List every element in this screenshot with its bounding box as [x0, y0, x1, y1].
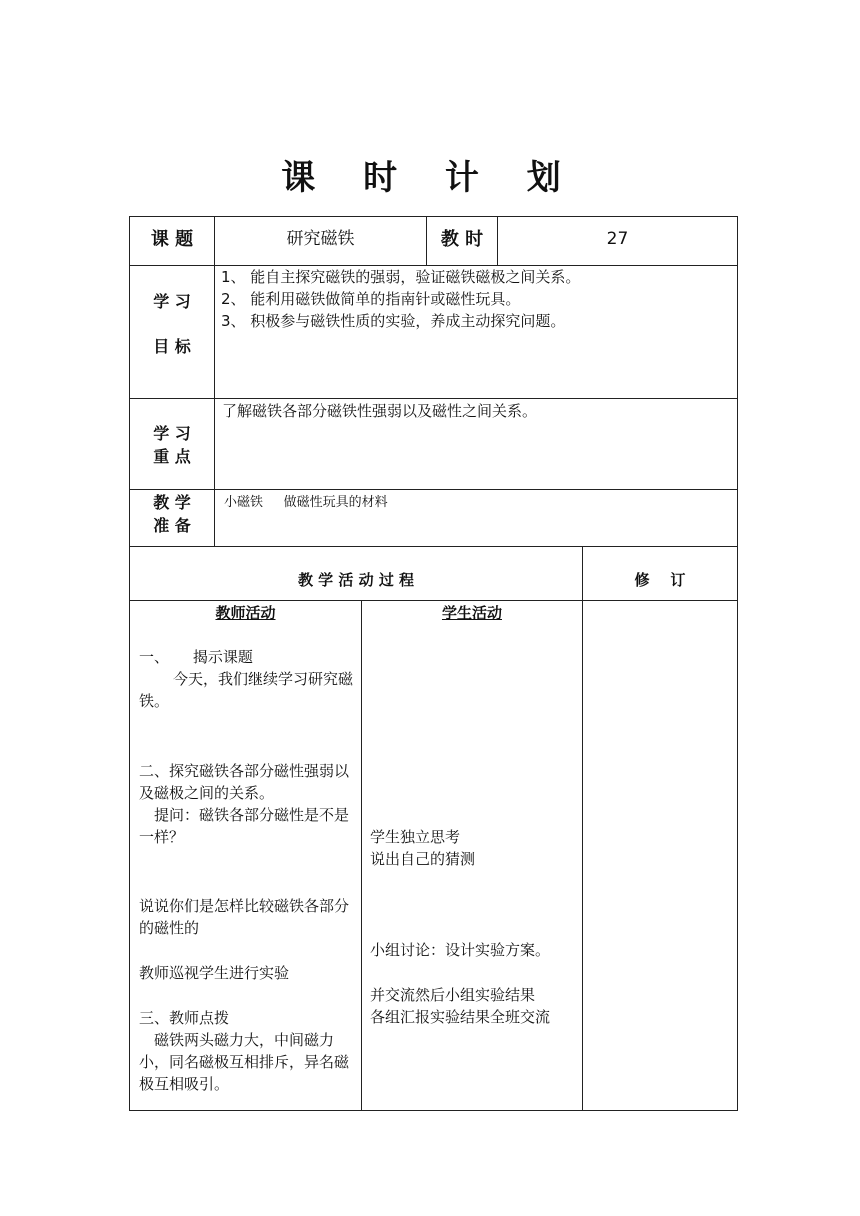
- objective-item: 1、 能自主探究磁铁的强弱，验证磁铁磁极之间关系。: [221, 268, 581, 286]
- student-think: 学生独立思考: [370, 828, 461, 846]
- student-guess: 说出自己的猜测: [370, 850, 476, 868]
- objectives-label-line1: 学 习: [153, 292, 191, 311]
- teacher-section3-body: 磁铁两头磁力大，中间磁力小，同名磁极互相排斥，异名磁极互相吸引。: [139, 1031, 350, 1093]
- student-exchange: 并交流然后小组实验结果: [370, 986, 536, 1004]
- objectives-list: [221, 266, 733, 332]
- preparation-label-line1: 教 学: [153, 493, 191, 512]
- topic-value: 研究磁铁: [286, 229, 355, 249]
- teacher-section1-body: 今天，我们继续学习研究磁铁。: [139, 670, 354, 710]
- teacher-section2-question: 提问：磁铁各部分磁性是不是一样？: [139, 806, 350, 846]
- teacher-section2-title: 二、探究磁铁各部分磁性强弱以及磁极之间的关系。: [139, 762, 350, 802]
- teacher-compare: 说说你们是怎样比较磁铁各部分的磁性的: [139, 897, 350, 937]
- keypoints-text: 了解磁铁各部分磁铁性强弱以及磁性之间关系。: [222, 402, 538, 420]
- student-report: 各组汇报实验结果全班交流: [370, 1008, 551, 1026]
- preparation-text: 小磁铁 做磁性玩具的材料: [224, 495, 388, 510]
- student-heading: 学生活动: [441, 604, 502, 622]
- teacher-section1-title: 一、 揭示课题: [139, 648, 253, 666]
- objective-item: 3、 积极参与磁铁性质的实验，养成主动探究问题。: [221, 312, 566, 330]
- teacher-patrol: 教师巡视学生进行实验: [139, 964, 290, 982]
- preparation-label-line2: 准 备: [153, 516, 191, 535]
- period-value: 27: [606, 229, 629, 249]
- objectives-label-line2: 目 标: [153, 337, 191, 356]
- topic-label: 课 题: [150, 229, 194, 250]
- teacher-section3-title: 三、教师点拨: [139, 1009, 230, 1027]
- teacher-heading: 教师活动: [215, 604, 276, 622]
- student-discuss: 小组讨论：设计实验方案。: [370, 941, 551, 959]
- activities-header: 教 学 活 动 过 程: [297, 571, 415, 589]
- keypoints-label-line1: 学 习: [153, 424, 191, 443]
- objective-item: 2、 能利用磁铁做简单的指南针或磁性玩具。: [221, 290, 521, 308]
- page-title: 课 时 计 划: [281, 158, 579, 198]
- period-label: 教 时: [440, 229, 484, 250]
- keypoints-label-line2: 重 点: [153, 447, 191, 466]
- revision-header: 修 订: [634, 571, 686, 589]
